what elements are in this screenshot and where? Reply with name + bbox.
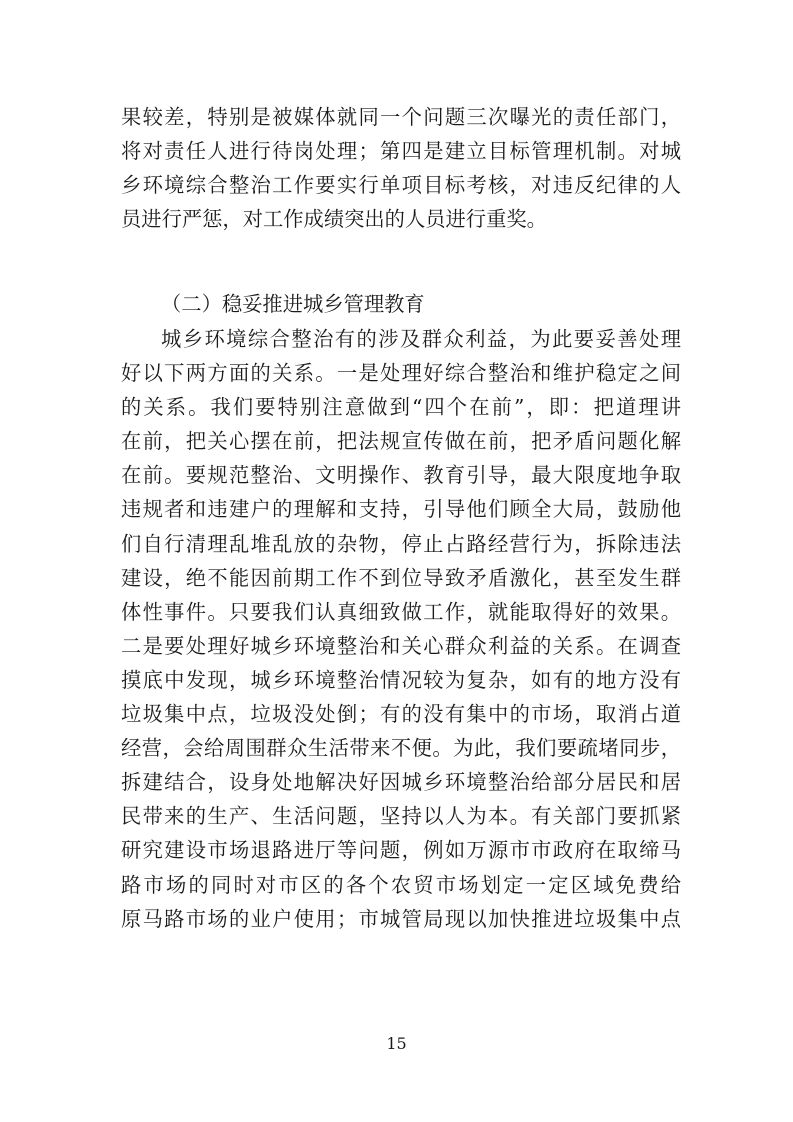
text-line: 二是要处理好城乡环境整治和关心群众利益的关系。在调查 xyxy=(121,633,681,658)
text-line: 的关系。我们要特别注意做到“四个在前”，即：把道理讲 xyxy=(121,395,681,420)
text-line: 在前。要规范整治、文明操作、教育引导，最大限度地争取 xyxy=(121,463,681,488)
text-line: 研究建设市场退路进厅等问题，例如万源市市政府在取缔马 xyxy=(121,838,681,863)
text-line: 经营，会给周围群众生活带来不便。为此，我们要疏堵同步， xyxy=(121,736,681,761)
text-line: 垃圾集中点，垃圾没处倒；有的没有集中的市场，取消占道 xyxy=(121,702,681,727)
text-line: 违规者和违建户的理解和支持，引导他们顾全大局，鼓励他 xyxy=(121,497,681,522)
text-line: 城乡环境综合整治有的涉及群众利益，为此要妥善处理 xyxy=(161,327,681,351)
text-line: 原马路市场的业户使用；市城管局现以加快推进垃圾集中点 xyxy=(121,906,681,931)
text-line: 们自行清理乱堆乱放的杂物，停止占路经营行为，拆除违法 xyxy=(121,531,681,556)
text-line: 拆建结合，设身处地解决好因城乡环境整治给部分居民和居 xyxy=(121,770,681,795)
text-line: 民带来的生产、生活问题，坚持以人为本。有关部门要抓紧 xyxy=(121,804,681,829)
text-line: 路市场的同时对市区的各个农贸市场划定一定区域免费给 xyxy=(121,872,681,897)
text-line: 建设，绝不能因前期工作不到位导致矛盾激化，甚至发生群 xyxy=(121,565,681,590)
paragraph-continued xyxy=(121,100,681,236)
paragraph-body xyxy=(121,322,681,936)
text-line: 体性事件。只要我们认真细致做工作，就能取得好的效果。 xyxy=(121,599,681,624)
text-line: 在前，把关心摆在前，把法规宣传做在前，把矛盾问题化解 xyxy=(121,429,681,454)
text-line: 乡环境综合整治工作要实行单项目标考核，对违反纪律的人 xyxy=(121,173,681,198)
text-line: 好以下两方面的关系。一是处理好综合整治和维护稳定之间 xyxy=(121,361,681,386)
text-line: 员进行严惩，对工作成绩突出的人员进行重奖。 xyxy=(121,207,547,232)
text-line: 摸底中发现，城乡环境整治情况较为复杂，如有的地方没有 xyxy=(121,667,681,692)
text-line: 将对责任人进行待岗处理；第四是建立目标管理机制。对城 xyxy=(121,139,681,164)
page-number: 15 xyxy=(386,1034,407,1053)
text-line: 果较差，特别是被媒体就同一个问题三次曝光的责任部门， xyxy=(121,105,681,129)
section-heading: （二）稳妥推进城乡管理教育 xyxy=(161,292,425,316)
